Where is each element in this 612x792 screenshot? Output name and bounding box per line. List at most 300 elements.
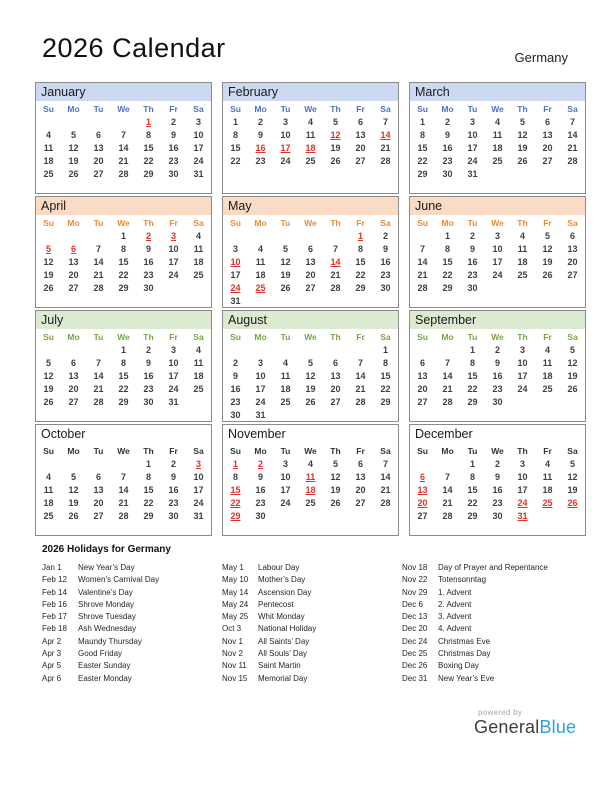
holiday-date: Feb 17	[42, 612, 67, 622]
weekday-header-row	[36, 103, 211, 116]
weekday-label: Fr	[543, 446, 552, 456]
holidays-section	[42, 544, 587, 685]
date-cell: 11	[305, 472, 316, 483]
month-september	[409, 310, 586, 422]
date-cell: 14	[442, 485, 453, 496]
date-cell	[535, 295, 560, 308]
date-cell	[323, 181, 348, 194]
date-cell	[373, 510, 398, 523]
date-cell: 19	[542, 257, 553, 268]
date-cell: 9	[257, 130, 263, 141]
weekday-label: Fr	[169, 104, 178, 114]
date-cell: 12	[330, 130, 341, 141]
weekday-label: We	[491, 446, 504, 456]
date-cell: 16	[143, 371, 154, 382]
date-cell: 1	[120, 231, 126, 241]
date-cell: 31	[168, 397, 179, 408]
date-cell: 8	[120, 358, 126, 369]
date-cell: 4	[519, 231, 525, 241]
date-cell: 19	[68, 156, 79, 167]
date-cell: 15	[442, 257, 453, 268]
date-cell: 19	[517, 143, 528, 154]
date-cell: 21	[355, 384, 366, 395]
date-cell: 31	[517, 511, 528, 522]
holiday-row	[222, 562, 402, 574]
weekday-label: Tu	[467, 446, 478, 456]
date-cell: 20	[93, 498, 104, 509]
weekday-label: We	[117, 332, 130, 342]
month-april	[35, 196, 212, 308]
holiday-row	[402, 673, 587, 685]
weekday-header-row	[223, 331, 398, 344]
date-cell: 10	[168, 244, 179, 255]
date-cell: 5	[332, 459, 338, 469]
month-february	[222, 82, 399, 194]
date-cell: 8	[120, 244, 126, 255]
date-cell	[61, 230, 86, 243]
date-cell	[273, 523, 298, 536]
date-cell: 22	[467, 498, 478, 509]
month-name: October	[36, 425, 211, 443]
date-cell: 21	[93, 384, 104, 395]
date-cell: 26	[567, 498, 578, 509]
weekday-label: Sa	[567, 104, 578, 114]
holiday-row	[222, 623, 402, 635]
date-cell	[86, 116, 111, 129]
date-cell: 3	[282, 459, 288, 469]
date-cell: 12	[68, 485, 79, 496]
date-cell: 6	[307, 244, 313, 255]
date-cell: 16	[380, 257, 391, 268]
date-cell: 27	[93, 511, 104, 522]
date-cell: 27	[68, 397, 79, 408]
date-cell: 2	[494, 345, 500, 355]
holiday-date: May 25	[222, 612, 249, 622]
date-cell	[348, 510, 373, 523]
date-cell: 12	[43, 257, 54, 268]
weekday-label: Sa	[380, 104, 391, 114]
weekday-label: We	[491, 218, 504, 228]
date-cell: 24	[193, 498, 204, 509]
date-cell	[485, 181, 510, 194]
date-cell	[560, 282, 585, 295]
date-cell	[323, 295, 348, 308]
date-cell	[273, 230, 298, 243]
weekday-label: Fr	[169, 446, 178, 456]
holiday-date: Apr 6	[42, 673, 62, 683]
holiday-date: Jan 1	[42, 563, 62, 572]
date-cell	[373, 168, 398, 181]
holiday-date: Nov 22	[402, 575, 428, 585]
date-cell: 15	[230, 485, 241, 496]
holiday-row	[42, 648, 222, 660]
date-cell: 29	[118, 397, 129, 408]
date-cell: 7	[382, 459, 388, 469]
holiday-row	[42, 574, 222, 586]
date-cell: 26	[517, 156, 528, 167]
holiday-name: 4. Advent	[438, 624, 472, 634]
date-cell	[161, 181, 186, 194]
date-cell: 22	[230, 156, 241, 167]
date-cell	[136, 523, 161, 536]
date-cell: 5	[519, 117, 525, 127]
date-cell: 22	[143, 156, 154, 167]
date-cell: 17	[168, 371, 179, 382]
date-cell: 1	[469, 459, 475, 469]
holiday-row	[402, 648, 587, 660]
date-cell: 28	[355, 397, 366, 408]
weekday-label: Su	[230, 446, 241, 456]
holiday-name: Christmas Day	[438, 649, 491, 659]
date-cell: 2	[170, 117, 176, 127]
date-cell: 18	[305, 485, 316, 496]
day-grid	[410, 344, 585, 423]
date-cell: 26	[68, 511, 79, 522]
date-cell: 5	[45, 358, 51, 369]
date-cell: 22	[467, 384, 478, 395]
date-cell: 5	[282, 244, 288, 255]
date-cell: 29	[442, 283, 453, 294]
date-cell	[223, 230, 248, 243]
date-cell: 18	[255, 270, 266, 281]
holiday-name: Memorial Day	[258, 673, 308, 683]
date-cell: 13	[93, 485, 104, 496]
month-name: November	[223, 425, 398, 443]
month-december	[409, 424, 586, 536]
holiday-date: May 14	[222, 587, 249, 597]
date-cell: 18	[305, 143, 316, 154]
date-cell	[323, 409, 348, 422]
date-cell	[560, 409, 585, 422]
date-cell: 17	[168, 257, 179, 268]
date-cell: 6	[70, 244, 76, 255]
date-cell: 23	[255, 498, 266, 509]
date-cell: 21	[330, 270, 341, 281]
date-cell: 12	[567, 358, 578, 369]
date-cell: 17	[467, 143, 478, 154]
brand-blue: Blue	[539, 717, 577, 737]
holiday-name: 3. Advent	[438, 612, 472, 622]
date-cell: 25	[542, 498, 553, 509]
date-cell: 7	[382, 117, 388, 127]
date-cell: 30	[143, 397, 154, 408]
holiday-date: Dec 13	[402, 612, 428, 622]
date-cell	[435, 295, 460, 308]
holiday-row	[42, 562, 222, 574]
date-cell	[186, 409, 211, 422]
date-cell	[323, 230, 348, 243]
date-cell: 20	[567, 257, 578, 268]
weekday-label: Tu	[467, 104, 478, 114]
weekday-label: Fr	[169, 218, 178, 228]
weekday-label: Mo	[67, 104, 80, 114]
date-cell: 18	[492, 143, 503, 154]
date-cell	[485, 409, 510, 422]
day-grid	[223, 458, 398, 537]
weekday-label: Su	[43, 446, 54, 456]
date-cell: 28	[330, 283, 341, 294]
date-cell: 14	[330, 257, 341, 268]
holiday-date: Dec 26	[402, 661, 428, 671]
date-cell: 28	[93, 397, 104, 408]
date-cell: 24	[255, 397, 266, 408]
holiday-row	[42, 587, 222, 599]
date-cell	[86, 295, 111, 308]
date-cell	[435, 458, 460, 471]
date-cell	[560, 396, 585, 409]
date-cell	[186, 523, 211, 536]
date-cell: 22	[417, 156, 428, 167]
date-cell: 14	[118, 143, 129, 154]
date-cell	[410, 295, 435, 308]
date-cell: 4	[494, 117, 500, 127]
month-name: August	[223, 311, 398, 329]
date-cell: 14	[118, 485, 129, 496]
date-cell	[510, 282, 535, 295]
date-cell	[348, 344, 373, 357]
date-cell: 28	[380, 498, 391, 509]
holiday-date: Dec 6	[402, 599, 423, 609]
date-cell: 23	[168, 498, 179, 509]
date-cell: 8	[419, 130, 425, 141]
date-cell: 4	[307, 459, 313, 469]
date-cell: 7	[444, 358, 450, 369]
weekday-label: Sa	[193, 332, 204, 342]
weekday-header-row	[410, 217, 585, 230]
date-cell: 15	[417, 143, 428, 154]
date-cell	[136, 181, 161, 194]
date-cell: 7	[120, 130, 126, 141]
holiday-date: May 10	[222, 575, 249, 585]
weekday-header-row	[36, 445, 211, 458]
holiday-row	[222, 574, 402, 586]
holiday-date: Nov 11	[222, 661, 247, 671]
date-cell	[223, 181, 248, 194]
holiday-date: Nov 15	[222, 673, 248, 683]
holiday-name: Shrove Monday	[78, 599, 135, 609]
date-cell: 16	[255, 485, 266, 496]
date-cell: 8	[469, 472, 475, 483]
date-cell: 9	[232, 371, 238, 382]
weekday-label: Tu	[93, 104, 104, 114]
date-cell: 25	[193, 270, 204, 281]
date-cell	[186, 295, 211, 308]
date-cell: 3	[195, 117, 201, 127]
weekday-label: Th	[330, 218, 341, 228]
date-cell	[410, 344, 435, 357]
date-cell	[61, 523, 86, 536]
month-november	[222, 424, 399, 536]
month-july	[35, 310, 212, 422]
date-cell	[61, 409, 86, 422]
date-cell: 28	[567, 156, 578, 167]
holiday-row	[402, 636, 587, 648]
date-cell: 1	[469, 345, 475, 355]
date-cell: 10	[280, 130, 291, 141]
date-cell: 25	[193, 384, 204, 395]
date-cell: 11	[542, 358, 553, 369]
date-cell: 26	[330, 498, 341, 509]
date-cell: 20	[355, 485, 366, 496]
date-cell: 30	[168, 169, 179, 180]
weekday-label: Su	[230, 332, 241, 342]
month-name: April	[36, 197, 211, 215]
date-cell	[560, 510, 585, 523]
date-cell	[298, 168, 323, 181]
holiday-name: Ascension Day	[258, 587, 312, 597]
date-cell: 8	[232, 130, 238, 141]
date-cell: 23	[492, 498, 503, 509]
date-cell	[61, 458, 86, 471]
date-cell	[186, 282, 211, 295]
date-cell: 1	[357, 231, 363, 241]
date-cell: 13	[355, 130, 366, 141]
date-cell: 14	[93, 371, 104, 382]
holiday-name: Easter Sunday	[78, 661, 131, 671]
date-cell: 11	[305, 130, 316, 141]
date-cell: 10	[193, 130, 204, 141]
powered-by-label: powered by	[478, 708, 523, 717]
date-cell	[560, 181, 585, 194]
weekday-label: Tu	[280, 104, 291, 114]
day-grid	[223, 116, 398, 195]
date-cell: 23	[467, 270, 478, 281]
country-label: Germany	[514, 50, 568, 65]
weekday-label: Mo	[254, 446, 267, 456]
date-cell: 24	[280, 498, 291, 509]
holiday-row	[402, 660, 587, 672]
date-cell: 1	[145, 459, 151, 469]
holiday-date: May 24	[222, 599, 249, 609]
weekday-label: Th	[330, 446, 341, 456]
holiday-name: All Saints’ Day	[258, 636, 310, 646]
date-cell	[535, 396, 560, 409]
date-cell	[61, 116, 86, 129]
brand-logo	[474, 717, 576, 738]
date-cell: 14	[380, 472, 391, 483]
date-cell: 18	[43, 498, 54, 509]
weekday-label: Su	[417, 446, 428, 456]
date-cell: 16	[492, 485, 503, 496]
date-cell	[510, 295, 535, 308]
date-cell: 30	[442, 169, 453, 180]
date-cell	[298, 344, 323, 357]
date-cell: 25	[255, 283, 266, 294]
date-cell: 10	[517, 472, 528, 483]
holiday-date: Apr 3	[42, 649, 62, 659]
date-cell	[36, 523, 61, 536]
date-cell: 16	[168, 143, 179, 154]
date-cell	[348, 523, 373, 536]
date-cell: 4	[282, 358, 288, 369]
date-cell	[186, 181, 211, 194]
date-cell	[435, 523, 460, 536]
day-grid	[36, 116, 211, 195]
holiday-row	[222, 611, 402, 623]
date-cell	[273, 181, 298, 194]
date-cell: 24	[280, 156, 291, 167]
date-cell: 29	[118, 283, 129, 294]
date-cell: 20	[305, 270, 316, 281]
date-cell: 5	[569, 345, 575, 355]
weekday-header-row	[223, 217, 398, 230]
weekday-label: Mo	[441, 332, 454, 342]
date-cell	[323, 168, 348, 181]
date-cell	[36, 230, 61, 243]
date-cell: 17	[280, 485, 291, 496]
weekday-label: Th	[143, 104, 154, 114]
weekday-label: Th	[517, 218, 528, 228]
date-cell: 20	[417, 498, 428, 509]
weekday-label: Sa	[380, 218, 391, 228]
date-cell: 5	[45, 244, 51, 255]
date-cell: 6	[95, 472, 101, 483]
date-cell	[323, 510, 348, 523]
date-cell: 14	[442, 371, 453, 382]
date-cell	[348, 181, 373, 194]
date-cell	[273, 295, 298, 308]
date-cell: 12	[68, 143, 79, 154]
date-cell: 19	[567, 485, 578, 496]
weekday-label: Fr	[543, 332, 552, 342]
holiday-column	[402, 562, 587, 685]
date-cell: 20	[68, 270, 79, 281]
date-cell: 30	[492, 511, 503, 522]
holiday-date: May 1	[222, 563, 244, 572]
date-cell: 11	[280, 371, 291, 382]
holiday-name: Pentecost	[258, 599, 294, 609]
date-cell: 9	[494, 358, 500, 369]
date-cell: 9	[469, 244, 475, 255]
weekday-label: We	[117, 218, 130, 228]
holiday-date: Dec 24	[402, 636, 428, 646]
date-cell: 30	[230, 410, 241, 421]
date-cell: 14	[567, 130, 578, 141]
date-cell: 29	[467, 397, 478, 408]
date-cell: 13	[93, 143, 104, 154]
date-cell: 21	[442, 498, 453, 509]
date-cell: 20	[93, 156, 104, 167]
brand-general: General	[474, 717, 540, 737]
holiday-name: Shrove Tuesday	[78, 612, 136, 622]
date-cell: 23	[143, 384, 154, 395]
date-cell	[298, 510, 323, 523]
date-cell: 31	[230, 296, 241, 307]
holiday-name: Christmas Eve	[438, 636, 491, 646]
weekday-label: Su	[230, 104, 241, 114]
holiday-name: Maundy Thursday	[78, 636, 142, 646]
holiday-column	[42, 562, 222, 685]
date-cell: 13	[417, 371, 428, 382]
holiday-row	[402, 599, 587, 611]
holiday-name: National Holiday	[258, 624, 317, 634]
holiday-row	[222, 599, 402, 611]
date-cell: 10	[193, 472, 204, 483]
date-cell	[510, 168, 535, 181]
date-cell: 25	[517, 270, 528, 281]
date-cell: 13	[355, 472, 366, 483]
date-cell: 17	[517, 485, 528, 496]
day-grid	[36, 458, 211, 537]
month-name: March	[410, 83, 585, 101]
holiday-name: 1. Advent	[438, 587, 472, 597]
holiday-row	[222, 636, 402, 648]
date-cell: 11	[43, 485, 54, 496]
date-cell: 11	[542, 472, 553, 483]
date-cell	[348, 295, 373, 308]
date-cell: 5	[70, 130, 76, 141]
holiday-date: Apr 5	[42, 661, 62, 671]
